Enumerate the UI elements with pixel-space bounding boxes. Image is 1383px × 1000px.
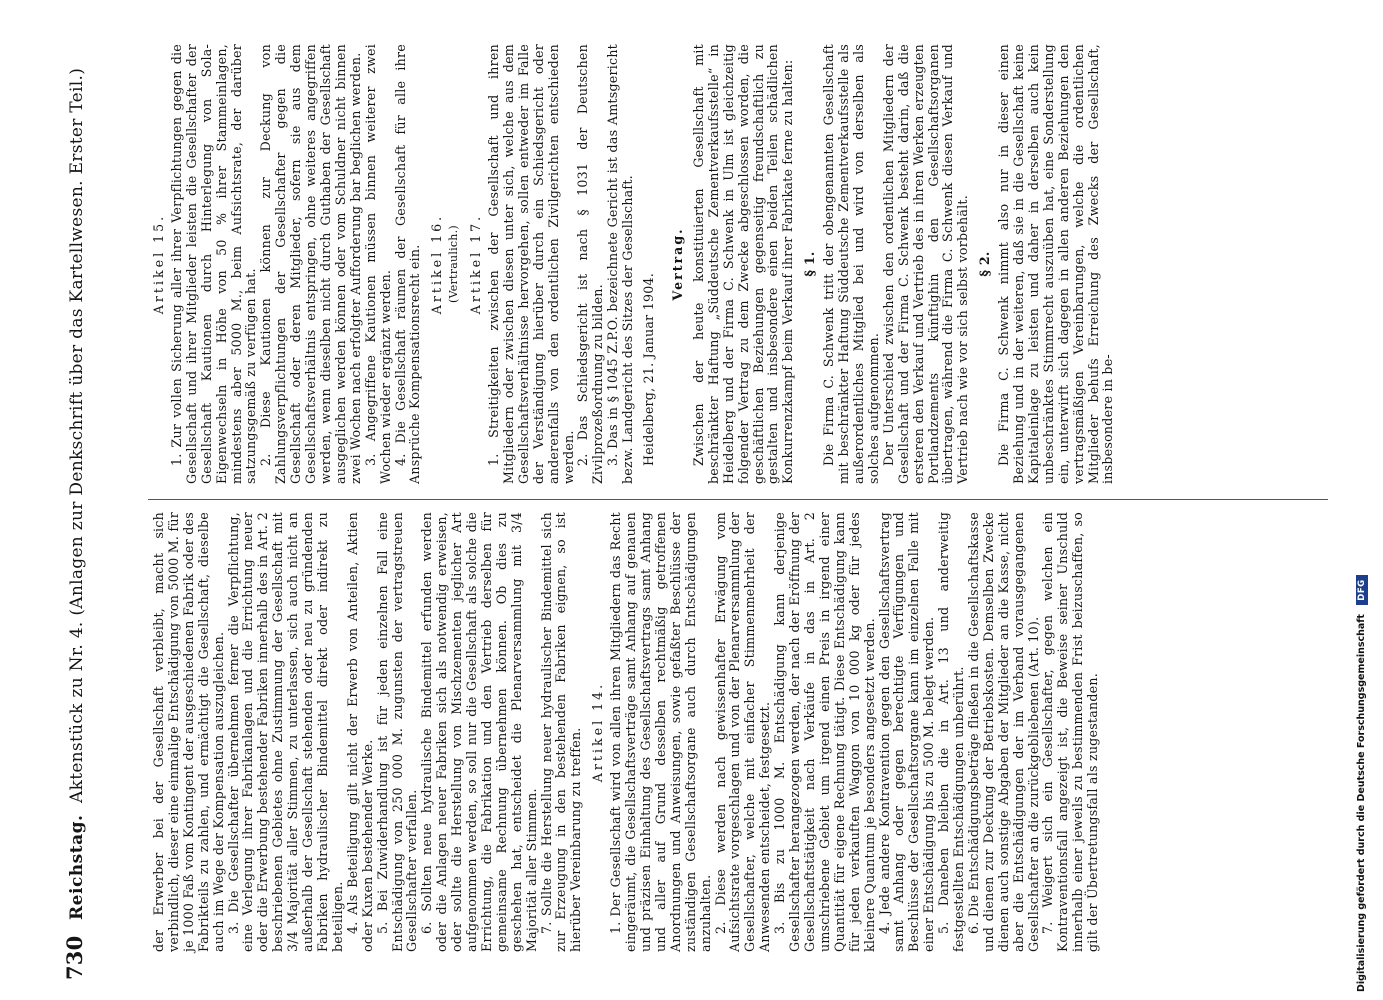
paragraph: 4. Jede andere Kontravention gegen den Gesellschaftsvertrag samt Anhang oder gegen berechtigte Verfügungen und Beschlüsse der Gesellschaftsorgane kann im einzelnen Falle mit einer Entschädigung bis zu 500 M. belegt werden. xyxy=(876,512,937,952)
page-header xyxy=(60,20,110,980)
paragraph: 4. Die Gesellschaft räumen der Gesellschaft für alle ihre Ansprüche Kompensationsrecht ein. xyxy=(392,44,423,484)
paragraph: 3. Die Gesellschafter übernehmen ferner die Verpflichtung, eine Verlegung ihrer Fabrikanlagen und die Errichtung neuer oder die Erwerbung bestehender Fabriken innerhalb des in Art. 2 beschriebenen Gebietes ohne Zustimmung der Gesellschaft mit 3/4 Majorität aller Stimmen, zu unterlassen, sich auch nicht an außerhalb der Gesellschaft stehenden oder neu zu gründenden Fabriken hydraulischer Bindemittel direkt oder indirekt zu beteiligen. xyxy=(225,512,345,952)
paragraph: 1. Der Gesellschaft wird von allen ihren Mitgliedern das Recht eingeräumt, die Gesellschaftsverträge samt Anhang auf genauen und präzisen Einhaltung des Gesellschaftsvertrags samt Anhang und aller auf Grund desselben rechtmäßig getroffenen Anordnungen und Anweisungen, sowie gefaßter Beschlüsse der zuständigen Gesellschaftsorgane auch durch Entschädigungen anzuhalten. xyxy=(608,512,713,952)
page-number: 730 xyxy=(62,935,87,980)
digitization-credit xyxy=(1347,0,1377,1000)
document-page xyxy=(20,20,1320,980)
paragraph: der Erwerber bei der Gesellschaft verbleibt, macht sich verbindlich, dieser eine einmalige Entschädigung von 5000 M. für je 1000 Faß vom Kontingent der ausgeschiedenen Fabrik oder des Fabrikteils zu zahlen, und ermächtigt die Gesellschaft, dieselbe auch im Wege der Kompensation auszugleichen. xyxy=(151,512,226,952)
paragraph: 7. Sollte die Herstellung neuer hydraulischer Bindemittel sich zur Erzeugung in den bestehenden Fabriken eignen, so ist hierüber Vereinbarung zu treffen. xyxy=(538,512,584,952)
paragraph: Der Unterschied zwischen den ordentlichen Mitgliedern der Gesellschaft und der Firma C. Schwenk besteht darin, daß die ersteren den Verkauf und Vertrieb des in ihren Werken erzeugten Portlandzements künftighin den Gesellschaftsorganen übertragen, während die Firma C. Schwenk diesen Verkauf und Vertrieb nach wie vor sich selbst vorbehält. xyxy=(880,44,971,484)
article-heading: Artikel 15. xyxy=(151,213,166,315)
article-heading: Artikel 16. xyxy=(429,213,445,315)
credit-text: Digitalisierung gefördert durch die Deutsche Forschungsgemeinschaft xyxy=(1356,614,1367,992)
article-subtitle: (Vertraulich.) xyxy=(447,225,461,303)
paragraph: 1. Streitigkeiten zwischen der Gesellschaft und ihren Mitgliedern oder zwischen diesen unter sich, welche aus dem Gesellschaftsverhältnisse hervorgehen, sollen entweder im Falle der Verständigung hierüber durch ein Schiedsgericht oder anderenfalls von den ordentlichen Zivilgerichten entschieden werden. xyxy=(486,44,576,484)
paragraph: 2. Diese Kautionen können zur Deckung von Zahlungsverpflichtungen der Gesellschafter gegen die Gesellschaft oder deren Mitglieder, sofern sie aus dem Gesellschaftsverhältnis entspringen, ohne weiteres angegriffen werden, wenn dieselben nicht durch Guthaben der Gesellschaft ausgeglichen werden können oder vom Schuldner nicht binnen zwei Wochen nach erfolgter Aufforderung bar beglichen werden. xyxy=(258,44,363,484)
contract-title: Vertrag. xyxy=(670,227,685,301)
paragraph: 1. Zur vollen Sicherung aller ihrer Verpflichtungen gegen die Gesellschaft und ihrer Mitglieder leisten die Gesellschafter der Gesellschaft Kautionen durch Hinterlegung von Sola-Eigenwechseln in Höhe von 50 % ihrer Stammeinlagen, mindestens aber 5000 M., beim Aufsichtsrate, der darüber satzungsgemäß zu verfügen hat. xyxy=(168,44,259,484)
column-divider xyxy=(148,499,1328,500)
header-reichstag: Reichstag. xyxy=(67,814,87,920)
section-heading: § 2. xyxy=(977,251,993,277)
paragraph: 3. Bis zu 1000 M. Entschädigung kann derjenige Gesellschafter herangezogen werden, der nach der Eröffnung der Gesellschaftstätigkeit nach Verkäufe in das in Art. 2 umschriebene Gebiet um irgend einen Preis in irgend einer Quantität für eigene Rechnung tätigt. Diese Entschädigung kann für jeden verkauften Waggon von 10 000 kg oder für jedes kleinere Quantum je besonders angesetzt werden. xyxy=(772,512,877,952)
paragraph: 6. Sollten neue hydraulische Bindemittel erfunden werden oder die Anlagen neuer Fabriken sich als notwendig erweisen, oder sollte die Herstellung von Mischzementen jeglicher Art aufgenommen werden, so soll nur die Gesellschaft als solche die Errichtung, die Fabrikation und den Vertrieb derselben für gemeinsame Rechnung übernehmen können. Ob dies zu geschehen hat, entscheidet die Plenarversammlung mit 3/4 Majorität aller Stimmen. xyxy=(419,512,539,952)
header-title: Aktenstück zu Nr. 4. (Anlagen zur Denkschrift über das Kartellwesen. Erster Teil.) xyxy=(67,67,87,803)
paragraph: 6. Die Entschädigungsbeträge fließen in die Gesellschaftskasse und dienen zur Deckung der Betriebskosten. Demselben Zwecke dienen auch sonstige Abgaben der Mitglieder an die Kasse, nicht aber die Entschädigungen der im Verband vorausgegangenen Gesellschafter an die zurückgebliebenen (Art. 10). xyxy=(965,512,1041,952)
article-heading: Artikel 14. xyxy=(590,681,606,783)
paragraph: Zwischen der heute konstituierten Gesellschaft mit beschränkter Haftung „Süddeutsche Zementverkaufsstelle“ in Heidelberg und der Firma C. Schwenk in Ulm ist gleichzeitig folgender Vertrag zu dem Zwecke abgeschlossen worden, die geschäftlichen Beziehungen gegenseitig freundschaftlich zu gestalten und insbesondere einen beiden Teilen schädlichen Konkurrenzkampf beim Verkauf ihrer Fabrikate ferne zu halten: xyxy=(690,44,796,484)
paragraph: 5. Bei Zuwiderhandlung ist für jeden einzelnen Fall eine Entschädigung von 250 000 M. zugunsten der vertragstreuen Gesellschafter verfallen. xyxy=(374,512,420,952)
section-heading: § 1. xyxy=(802,251,818,277)
paragraph: 5. Daneben bleiben die in Art. 13 und anderweitig festgestellten Entschädigungen unberührt. xyxy=(936,512,967,952)
left-column xyxy=(152,512,1101,952)
paragraph: Die Firma C. Schwenk tritt der obengenannten Gesellschaft mit beschränkter Haftung Süddeutsche Zementverkaufsstelle als außerordentliches Mitglied bei und wird von derselben als solches aufgenommen. xyxy=(821,44,881,484)
paragraph: 3. Angegriffene Kautionen müssen binnen weiterer zwei Wochen wieder ergänzt werden. xyxy=(362,44,393,484)
paragraph: 2. Diese werden nach gewissenhafter Erwägung vom Aufsichtsrate vorgeschlagen und von der Plenarversammlung der Gesellschafter, welche mit einfacher Stimmenmehrheit der Anwesenden entscheidet, festgesetzt. xyxy=(712,512,773,952)
paragraph: 7. Weigert sich ein Gesellschafter, gegen welchen ein Kontraventionsfall angezeigt ist, die Beweise seiner Unschuld innerhalb einer jeweils zu bestimmenden Frist beizuschaffen, so gilt der Übertretungsfall als zugestanden. xyxy=(1040,512,1101,952)
article-heading: Artikel 17. xyxy=(468,213,484,315)
paragraph: 3. Das in § 1045 Z.P.O. bezeichnete Gericht ist das Amtsgericht bezw. Landgericht des Sitzes der Gesellschaft. xyxy=(605,44,636,484)
date-line: Heidelberg, 21. Januar 1904. xyxy=(641,272,657,466)
right-column xyxy=(152,44,1116,484)
paragraph: Die Firma C. Schwenk nimmt also nur in dieser einen Beziehung und in der weiteren, daß sie in die Gesellschaft keine Kapitaleinlage zu leisten und daher in derselben auch kein unbeschränktes Stimmrecht auszuüben hat, eine Sonderstellung ein, unterwirft sich dagegen in allen anderen Beziehungen den vertragsmäßigen Vereinbarungen, welche die ordentlichen Mitglieder behufs Erreichung des Zwecks der Gesellschaft, insbesondere in be- xyxy=(996,44,1116,484)
paragraph: 2. Das Schiedsgericht ist nach § 1031 der Deutschen Zivilprozeßordnung zu bilden. xyxy=(575,44,606,484)
dfg-logo: DFG xyxy=(1356,575,1368,604)
paragraph: 4. Als Beteiligung gilt nicht der Erwerb von Anteilen, Aktien oder Kuxen bestehender Werke. xyxy=(344,512,375,952)
